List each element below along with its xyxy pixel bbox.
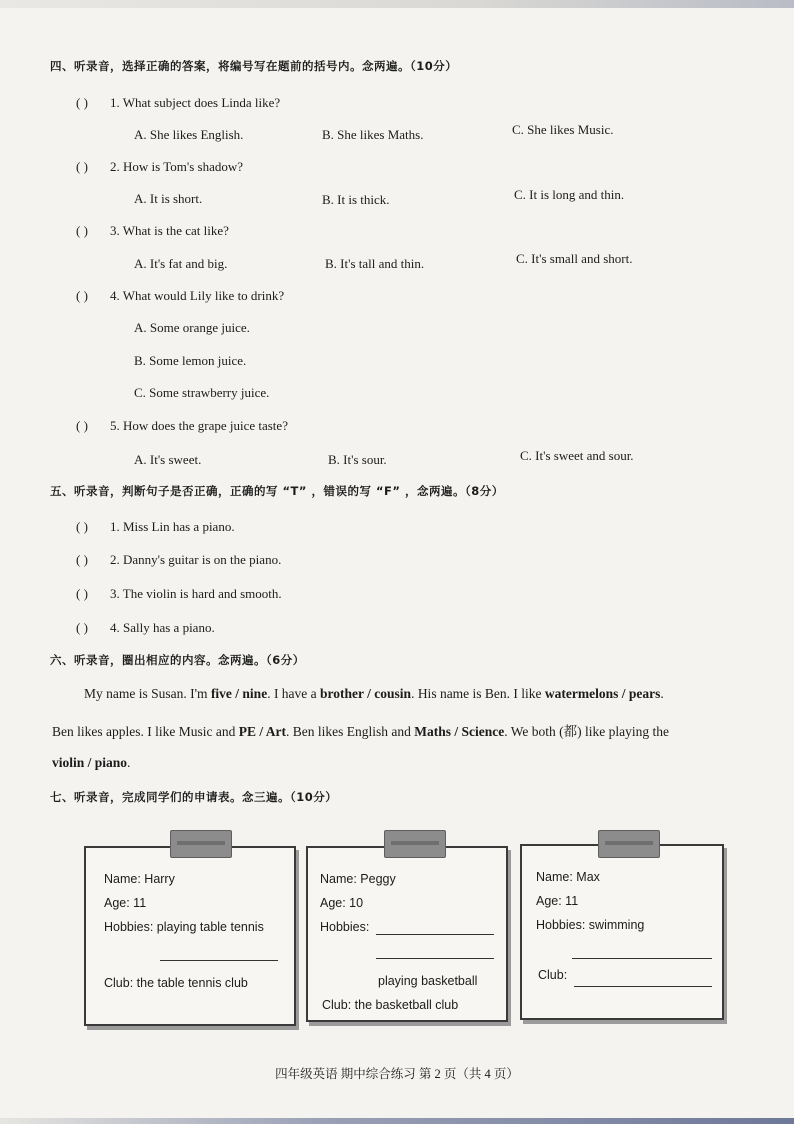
section-4-heading: 四、听录音，选择正确的答案，将编号写在题前的括号内。念两遍。（10分） [50, 59, 458, 73]
passage-text: My name is Susan. I'm [84, 686, 211, 701]
question-text: 1. Miss Lin has a piano. [110, 519, 235, 534]
s4-q3-option-c: C. It's small and short. [516, 251, 633, 266]
answer-bracket[interactable]: ( ) [76, 288, 88, 303]
hobbies-blank[interactable] [572, 958, 712, 959]
s4-q1-option-a: A. She likes English. [134, 127, 244, 142]
choice-instrument[interactable]: violin / piano [52, 755, 128, 770]
section-6-heading: 六、听录音，圈出相应的内容。念两遍。（6分） [50, 653, 305, 667]
passage-text: . His name is Ben. I like [411, 686, 545, 701]
binder-clip [598, 830, 660, 858]
s4-q2-option-c: C. It is long and thin. [514, 187, 625, 202]
s5-question-2 [76, 552, 281, 568]
section-5-heading: 五、听录音，判断句子是否正确，正确的写 “T” ，错误的写 “F” ，念两遍。（8分） [50, 484, 504, 498]
s6-line-3 [52, 755, 130, 771]
s4-q2-option-b: B. It is thick. [322, 192, 390, 207]
s4-question-3 [76, 223, 229, 239]
section-7-heading: 七、听录音，完成同学们的申请表。念三遍。（10分） [50, 790, 338, 804]
s4-q4-option-a: A. Some orange juice. [134, 320, 250, 335]
scan-top-edge [0, 0, 794, 8]
passage-text: . Ben likes English and [285, 724, 415, 739]
answer-bracket[interactable]: ( ) [76, 552, 88, 567]
hobbies-blank-2[interactable] [376, 958, 494, 959]
question-text: 2. How is Tom's shadow? [110, 159, 243, 174]
s5-question-1 [76, 519, 235, 535]
s4-q3-option-b: B. It's tall and thin. [325, 256, 425, 271]
scan-bottom-edge [0, 1118, 794, 1124]
question-text: 1. What subject does Linda like? [110, 95, 281, 110]
card-club: Club: the basketball club [322, 998, 459, 1012]
card-name: Name: Max [536, 870, 600, 884]
question-text: 3. The violin is hard and smooth. [110, 586, 282, 601]
card-club: Club: [538, 968, 568, 982]
page-footer: 四年级英语 期中综合练习 第 2 页（共 4 页） [275, 1067, 519, 1081]
hobbies-blank[interactable] [160, 960, 278, 961]
application-card-peggy [306, 846, 508, 1022]
s4-q5-option-c: C. It's sweet and sour. [520, 448, 634, 463]
card-age: Age: 11 [536, 894, 579, 908]
card-club: Club: the table tennis club [104, 976, 248, 990]
card-hobbies: Hobbies: swimming [536, 918, 645, 932]
s4-question-5 [76, 418, 288, 434]
s4-q5-option-b: B. It's sour. [328, 452, 387, 467]
card-hobbies: Hobbies: playing table tennis [104, 920, 264, 934]
passage-text: . [127, 755, 131, 770]
card-age: Age: 10 [320, 896, 364, 910]
choice-subject-ben[interactable]: Maths / Science [414, 724, 505, 739]
answer-bracket[interactable]: ( ) [76, 223, 88, 238]
question-text: 2. Danny's guitar is on the piano. [110, 552, 282, 567]
choice-age[interactable]: five / nine [210, 686, 268, 701]
passage-text: . [660, 686, 664, 701]
application-card-harry [84, 846, 296, 1026]
hobbies-blank[interactable] [376, 934, 494, 935]
answer-bracket[interactable]: ( ) [76, 418, 88, 433]
s5-question-3 [76, 586, 282, 602]
card-hobbies: Hobbies: [320, 920, 370, 934]
choice-subject-susan[interactable]: PE / Art [238, 724, 286, 739]
card-name: Name: Harry [104, 872, 175, 886]
s4-question-4 [76, 288, 284, 304]
card-name: Name: Peggy [320, 872, 396, 886]
passage-text: . We both (都) like playing the [504, 724, 669, 739]
s4-q1-option-b: B. She likes Maths. [322, 127, 424, 142]
s4-q3-option-a: A. It's fat and big. [134, 256, 228, 271]
passage-text: . I have a [267, 686, 321, 701]
card-hobbies-extra: playing basketball [378, 974, 478, 988]
s4-question-1 [76, 95, 280, 111]
s4-question-2 [76, 159, 243, 175]
s6-line-2 [52, 720, 669, 740]
s5-question-4 [76, 620, 215, 636]
club-blank[interactable] [574, 986, 712, 987]
answer-bracket[interactable]: ( ) [76, 586, 88, 601]
question-text: 4. What would Lily like to drink? [110, 288, 285, 303]
question-text: 3. What is the cat like? [110, 223, 229, 238]
s4-q1-option-c: C. She likes Music. [512, 122, 614, 137]
passage-text: Ben likes apples. I like Music and [52, 724, 239, 739]
answer-bracket[interactable]: ( ) [76, 519, 88, 534]
application-card-max [520, 844, 724, 1020]
answer-bracket[interactable]: ( ) [76, 620, 88, 635]
question-text: 4. Sally has a piano. [110, 620, 215, 635]
card-age: Age: 11 [104, 896, 147, 910]
question-text: 5. How does the grape juice taste? [110, 418, 288, 433]
s4-q4-option-c: C. Some strawberry juice. [134, 385, 270, 400]
binder-clip [384, 830, 446, 858]
s4-q4-option-b: B. Some lemon juice. [134, 353, 247, 368]
binder-clip [170, 830, 232, 858]
choice-sibling[interactable]: brother / cousin [320, 686, 412, 701]
answer-bracket[interactable]: ( ) [76, 95, 88, 110]
choice-fruit[interactable]: watermelons / pears [544, 686, 661, 701]
answer-bracket[interactable]: ( ) [76, 159, 88, 174]
s4-q5-option-a: A. It's sweet. [134, 452, 202, 467]
s4-q2-option-a: A. It is short. [134, 191, 203, 206]
s6-line-1 [84, 686, 664, 702]
